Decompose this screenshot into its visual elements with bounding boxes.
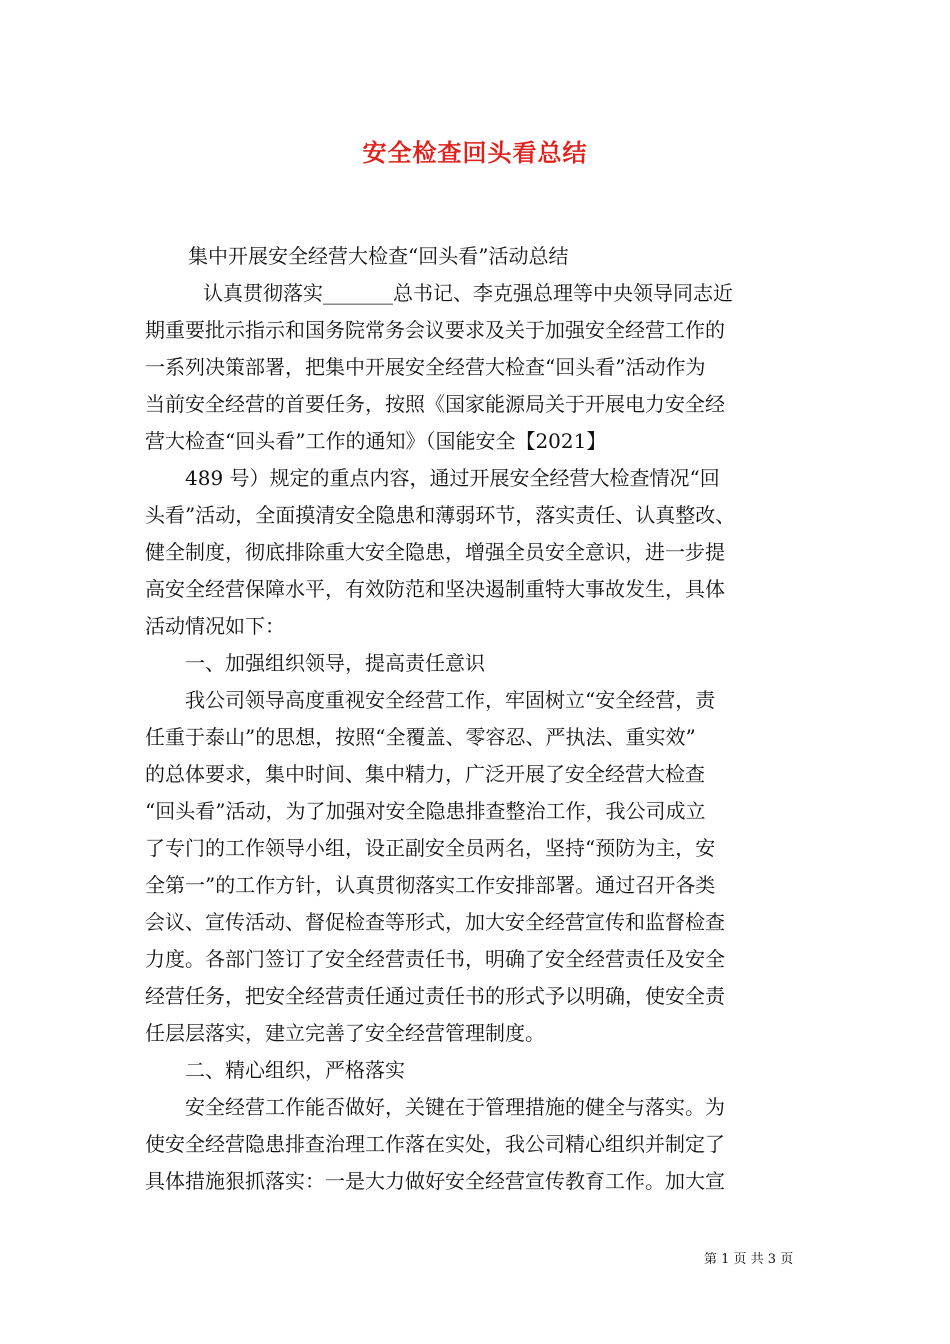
paragraph-line: 使安全经营隐患排查治理工作落在实处，我公司精心组织并制定了 xyxy=(145,1132,725,1156)
paragraph-line: 全第一”的工作方针，认真贯彻落实工作安排部署。通过召开各类 xyxy=(145,873,716,897)
paragraph-line: 具体措施狠抓落实：一是大力做好安全经营宣传教育工作。加大宣 xyxy=(145,1169,725,1193)
section-heading: 二、精心组织，严格落实 xyxy=(185,1058,405,1082)
paragraph-line: 健全制度，彻底排除重大安全隐患，增强全员安全意识，进一步提 xyxy=(145,540,725,564)
paragraph-line: 头看”活动，全面摸清安全隐患和薄弱环节，落实责任、认真整改、 xyxy=(145,503,736,527)
paragraph-line: 任层层落实，建立完善了安全经营管理制度。 xyxy=(145,1021,545,1045)
document-title: 安全检查回头看总结 xyxy=(362,138,588,167)
paragraph-line: “回头看”活动，为了加强对安全隐患排查整治工作，我公司成立 xyxy=(145,799,706,823)
paragraph-line: 营大检查“回头看”工作的通知》（国能安全【2021】 xyxy=(145,429,607,453)
paragraph-line: 会议、宣传活动、督促检查等形式，加大安全经营宣传和监督检查 xyxy=(145,910,725,934)
paragraph-line: 力度。各部门签订了安全经营责任书，明确了安全经营责任及安全 xyxy=(145,947,725,971)
paragraph-line: 我公司领导高度重视安全经营工作，牢固树立“安全经营，责 xyxy=(185,688,716,712)
document-body xyxy=(145,238,810,1200)
paragraph-line: 489 号）规定的重点内容，通过开展安全经营大检查情况“回 xyxy=(185,466,720,490)
paragraph-line: 活动情况如下： xyxy=(145,614,285,638)
paragraph-line: 高安全经营保障水平，有效防范和坚决遏制重特大事故发生，具体 xyxy=(145,577,725,601)
paragraph-line: 期重要批示指示和国务院常务会议要求及关于加强安全经营工作的 xyxy=(145,318,725,342)
paragraph-line: 任重于泰山”的思想，按照“全覆盖、零容忍、严执法、重实效” xyxy=(145,725,696,749)
paragraph-line: 经营任务，把安全经营责任通过责任书的形式予以明确，使安全责 xyxy=(145,984,725,1008)
paragraph-line: 安全经营工作能否做好，关键在于管理措施的健全与落实。为 xyxy=(185,1095,725,1119)
paragraph-line: 当前安全经营的首要任务，按照《国家能源局关于开展电力安全经 xyxy=(145,392,725,416)
paragraph-line: 了专门的工作领导小组，设正副安全员两名，坚持“预防为主，安 xyxy=(145,836,716,860)
section-heading: 一、加强组织领导，提高责任意识 xyxy=(185,651,485,675)
paragraph-line: 认真贯彻落实_______总书记、李克强总理等中央领导同志近 xyxy=(203,281,733,305)
page-number-footer: 第 1 页 共 3 页 xyxy=(704,1252,794,1267)
subtitle-line: 集中开展安全经营大检查“回头看”活动总结 xyxy=(188,244,569,268)
paragraph-line: 的总体要求，集中时间、集中精力，广泛开展了安全经营大检查 xyxy=(145,762,705,786)
paragraph-line: 一系列决策部署，把集中开展安全经营大检查“回头看”活动作为 xyxy=(145,355,706,379)
